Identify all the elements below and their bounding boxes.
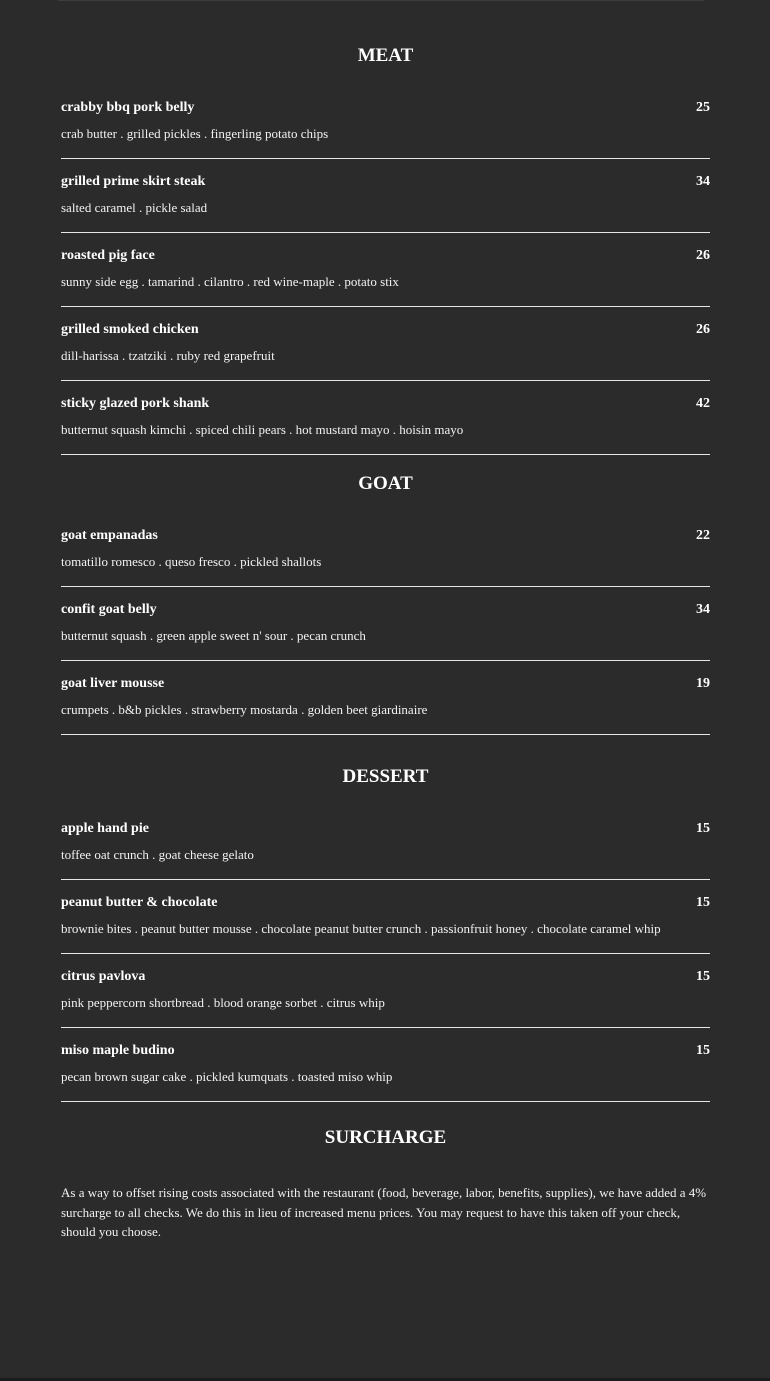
menu-item — [61, 893, 710, 954]
menu-item — [61, 1041, 710, 1102]
item-price: 15 — [696, 895, 710, 910]
menu-item — [61, 674, 710, 735]
item-price: 15 — [696, 969, 710, 984]
item-price: 34 — [696, 602, 710, 617]
menu-items-goat — [61, 526, 710, 735]
item-name: confit goat belly — [61, 602, 157, 617]
section-goat — [61, 473, 710, 735]
item-name: sticky glazed pork shank — [61, 396, 210, 411]
menu-item — [61, 819, 710, 880]
item-description: crumpets . b&b pickles . strawberry mostarda . golden beet giardinaire — [61, 702, 428, 717]
menu-item — [61, 172, 710, 233]
item-price: 15 — [696, 1043, 710, 1058]
menu-item — [61, 246, 710, 307]
section-title-surcharge: SURCHARGE — [324, 1127, 447, 1148]
item-description: brownie bites . peanut butter mousse . chocolate peanut butter crunch . passionfruit honey . chocolate caramel whip — [61, 921, 661, 936]
section-surcharge — [61, 1127, 710, 1255]
item-description: salted caramel . pickle salad — [61, 200, 208, 215]
item-name: citrus pavlova — [61, 969, 146, 984]
item-name: apple hand pie — [61, 821, 149, 836]
menu-item — [61, 967, 710, 1028]
item-name: grilled smoked chicken — [61, 322, 199, 337]
item-description: butternut squash kimchi . spiced chili pears . hot mustard mayo . hoisin mayo — [61, 422, 464, 437]
item-price: 19 — [696, 676, 710, 691]
item-price: 42 — [696, 396, 710, 411]
item-price: 34 — [696, 174, 710, 189]
item-description: toffee oat crunch . goat cheese gelato — [61, 847, 254, 862]
item-description: sunny side egg . tamarind . cilantro . red wine-maple . potato stix — [61, 274, 399, 289]
item-name: peanut butter & chocolate — [61, 895, 218, 910]
item-name: miso maple budino — [61, 1043, 175, 1058]
section-title-goat: GOAT — [358, 473, 413, 494]
section-meat — [61, 45, 710, 455]
item-price: 22 — [696, 528, 710, 543]
item-price: 15 — [696, 821, 710, 836]
item-description: tomatillo romesco . queso fresco . pickled shallots — [61, 554, 322, 569]
menu-item — [61, 98, 710, 159]
menu-items-meat — [61, 98, 710, 455]
item-price: 26 — [696, 248, 710, 263]
item-description: dill-harissa . tzatziki . ruby red grapefruit — [61, 348, 275, 363]
item-description: pecan brown sugar cake . pickled kumquats . toasted miso whip — [61, 1069, 393, 1084]
item-description: crab butter . grilled pickles . fingerling potato chips — [61, 126, 329, 141]
surcharge-notice: As a way to offset rising costs associated with the restaurant (food, beverage, labor, benefits, supplies), we have added a 4% surcharge to all checks. We do this in lieu of increased menu prices. You may request to have this taken off your check, should you choose. — [61, 1185, 707, 1239]
section-title-dessert: DESSERT — [342, 766, 429, 787]
menu-item — [61, 394, 710, 455]
item-description: butternut squash . green apple sweet n' sour . pecan crunch — [61, 628, 366, 643]
menu-item — [61, 320, 710, 381]
item-name: goat liver mousse — [61, 676, 165, 691]
item-price: 25 — [696, 100, 710, 115]
menu-item — [61, 600, 710, 661]
top-divider — [58, 0, 704, 1]
menu-item — [61, 526, 710, 587]
item-name: grilled prime skirt steak — [61, 174, 206, 189]
item-name: goat empanadas — [61, 528, 158, 543]
menu-items-dessert — [61, 819, 710, 1102]
section-dessert — [61, 766, 710, 1102]
item-description: pink peppercorn shortbread . blood orange sorbet . citrus whip — [61, 995, 385, 1010]
section-title-meat: MEAT — [357, 45, 414, 66]
item-name: roasted pig face — [61, 248, 155, 263]
item-price: 26 — [696, 322, 710, 337]
item-name: crabby bbq pork belly — [61, 100, 195, 115]
